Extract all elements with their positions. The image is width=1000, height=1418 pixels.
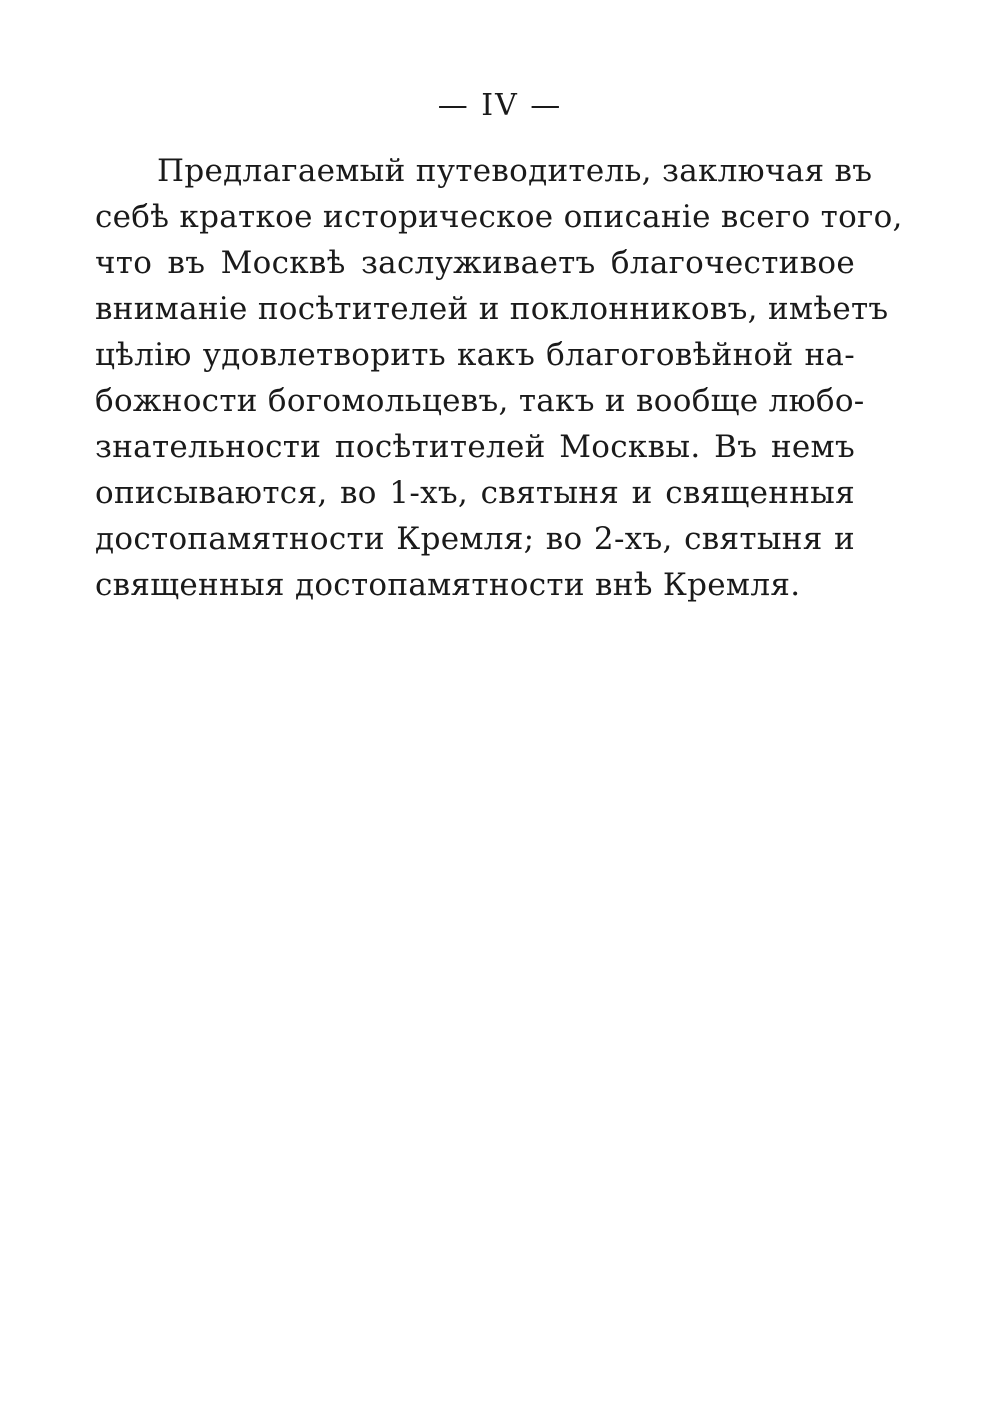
text-line: Предлагаемый путеводитель, заключая въ: [157, 153, 873, 189]
page-number: — IV —: [437, 88, 563, 123]
text-line: цѣлію удовлетворить какъ благоговѣйной на-: [95, 337, 855, 373]
text-line: достопамятности Кремля; во 2-хъ, святыня и: [95, 521, 855, 557]
text-line: божности богомольцевъ, такъ и вообще любо-: [95, 383, 865, 419]
text-line: вниманіе посѣтителей и поклонниковъ, имѣетъ: [95, 291, 889, 327]
text-line: описываются, во 1-хъ, святыня и священныя: [95, 475, 855, 511]
text-line: знательности посѣтителей Москвы. Въ немъ: [95, 429, 855, 465]
text-line: что въ Москвѣ заслуживаетъ благочестивое: [95, 245, 855, 281]
text-line: себѣ краткое историческое описаніе всего того,: [95, 199, 903, 235]
text-line: священныя достопамятности внѣ Кремля.: [95, 567, 801, 603]
preface-paragraph: [95, 148, 903, 608]
